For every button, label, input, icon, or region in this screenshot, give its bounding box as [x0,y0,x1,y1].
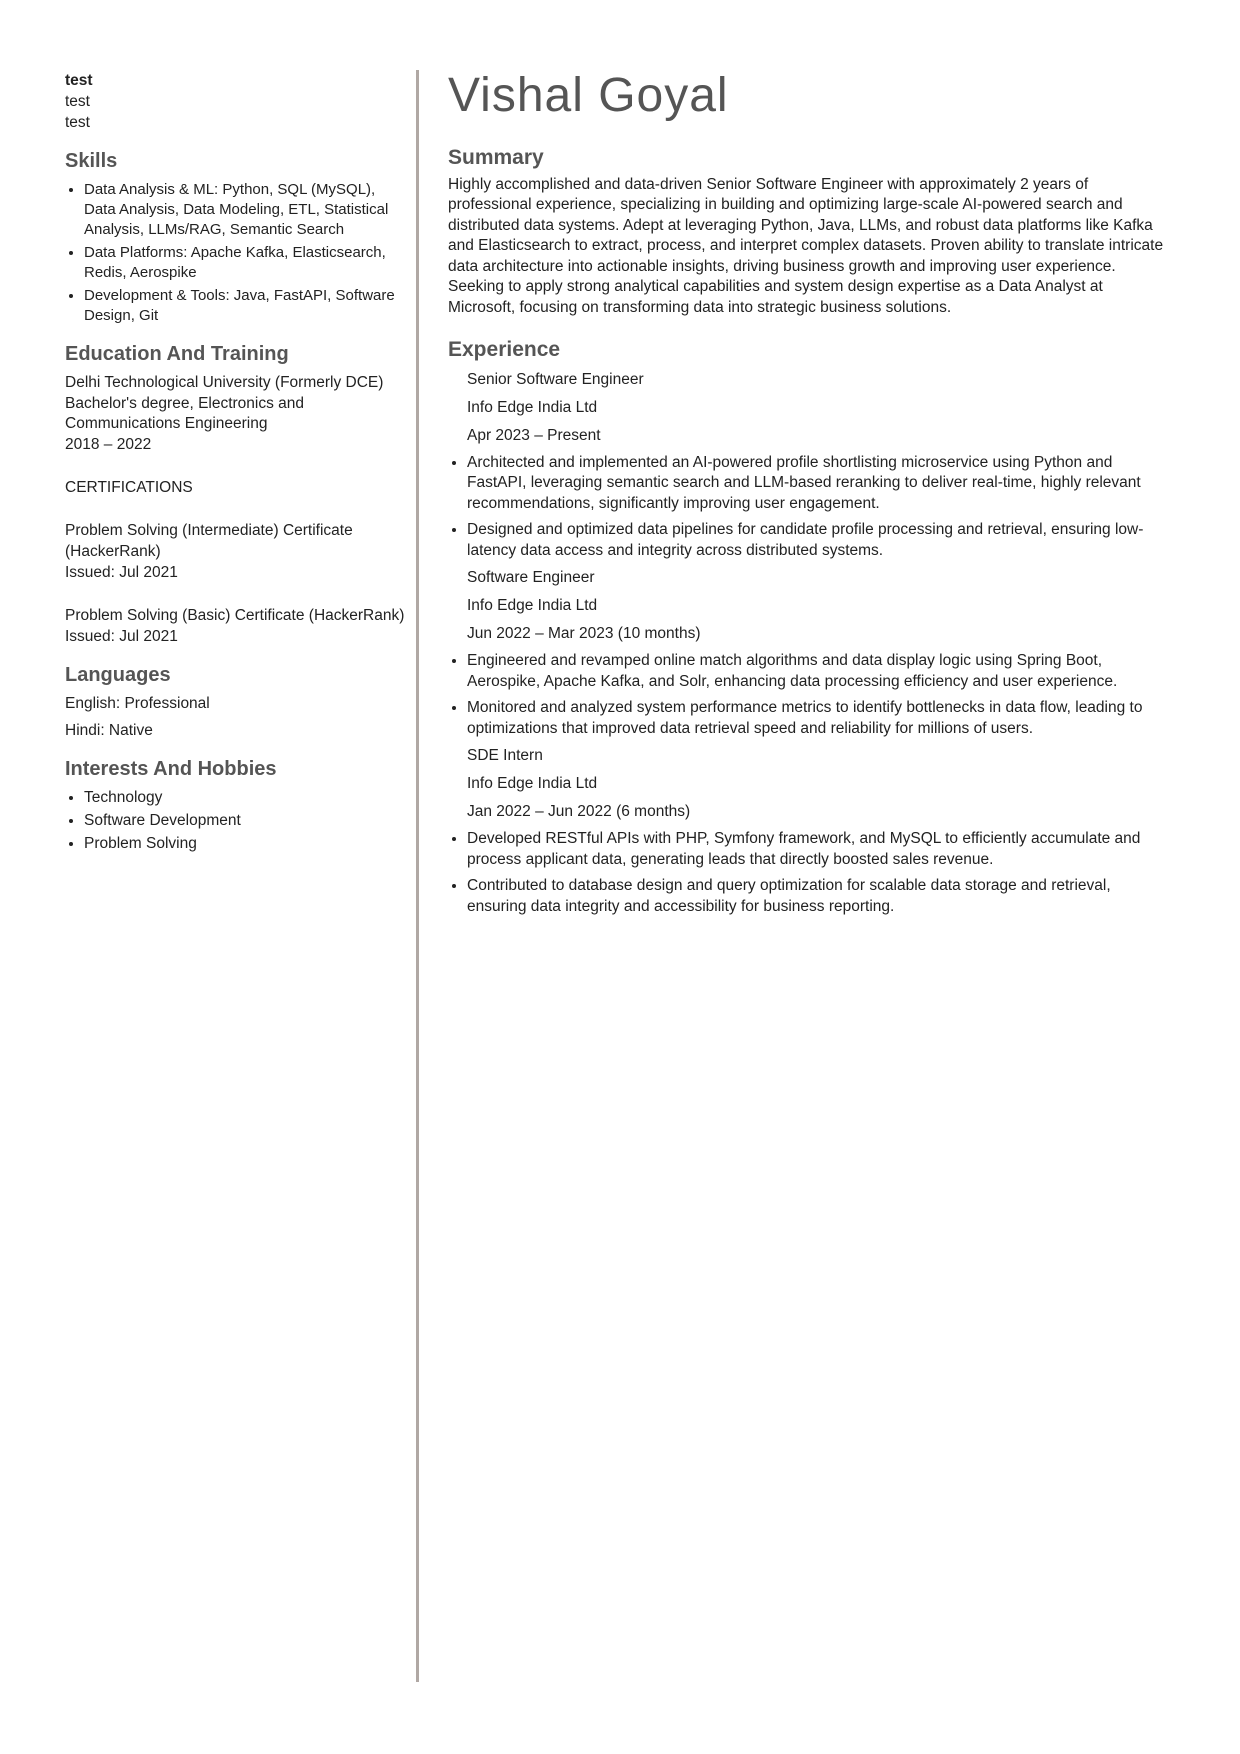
education-years: 2018 – 2022 [65,435,152,453]
hobbies-list [65,788,405,854]
certification-issued: Issued: Jul 2021 [65,564,178,581]
job-bullet: • Monitored and analyzed system performance metrics to identify bottlenecks in data flow, leading to optimizations that improved data retrieval speed and reliability for millions of users. [467,698,1173,739]
column-divider [416,70,419,1682]
job-role: Software Engineer [467,569,595,586]
education-heading: Education And Training [65,343,289,365]
job-bullets [448,453,1173,562]
experience-heading: Experience [448,338,561,361]
hobby-item: • Problem Solving [84,834,405,854]
certification-issued: Issued: Jul 2021 [65,628,178,645]
job-bullet: • Engineered and revamped online match algorithms and data display logic using Spring Boot, Aerospike, Apache Kafka, and Solr, enhancing data processing efficiency and user experience. [467,651,1173,692]
skills-list [65,180,405,326]
job-dates: Apr 2023 – Present [467,426,601,444]
languages-heading: Languages [65,664,171,686]
language-item: Hindi: Native [65,722,153,739]
hobby-item: • Technology [84,788,405,808]
job-bullets [448,829,1173,917]
certification-name: Problem Solving (Basic) Certificate (HackerRank) [65,607,405,624]
skills-heading: Skills [65,150,118,172]
job-bullet: • Designed and optimized data pipelines for candidate profile processing and retrieval, ensuring low-latency data access and integrity across distributed systems. [467,520,1173,561]
skill-item: • Development & Tools: Java, FastAPI, Software Design, Git [84,286,405,326]
hobbies-heading: Interests And Hobbies [65,758,277,780]
summary-text: Highly accomplished and data-driven Senior Software Engineer with approximately 2 years of professional experience, specializing in building and optimizing large-scale AI-powered search and distributed data systems. Adept at leveraging Python, Java, LLMs, and robust data platforms like Kafka and Elasticsearch to extract, process, and interpret complex datasets. Proven ability to translate intricate data architecture into actionable insights, driving business growth and improving user experience. Seeking to apply strong analytical capabilities and system design expertise as a Data Analyst at Microsoft, focusing on transforming data into strategic business solutions. [448,175,1164,316]
contact-block [65,70,405,133]
language-item: English: Professional [65,695,210,712]
job-role: SDE Intern [467,747,543,764]
education-school: Delhi Technological University (Formerly DCE) [65,374,384,391]
job-company: Info Edge India Ltd [467,775,598,792]
education-entry [65,373,405,455]
contact-line-2: test [65,93,90,110]
job-entry [448,369,1173,562]
skill-item: • Data Platforms: Apache Kafka, Elasticsearch, Redis, Aerospike [84,243,405,283]
certification-entry [65,605,405,647]
skill-item: • Data Analysis & ML: Python, SQL (MySQL), Data Analysis, Data Modeling, ETL, Statistical Analysis, LLMs/RAG, Semantic Search [84,180,405,240]
certification-name: Problem Solving (Intermediate) Certificate (HackerRank) [65,522,353,560]
summary-heading: Summary [448,146,544,169]
job-bullets [448,651,1173,739]
job-entry [448,567,1173,739]
hobby-item: • Software Development [84,811,405,831]
job-bullet: • Developed RESTful APIs with PHP, Symfony framework, and MySQL to efficiently accumulate and process applicant data, generating leads that directly boosted sales revenue. [467,829,1173,870]
job-company: Info Edge India Ltd [467,398,598,416]
right-column [448,66,1173,923]
job-bullet: • Contributed to database design and query optimization for scalable data storage and retrieval, ensuring data integrity and accessibility for business reporting. [467,876,1173,917]
left-column [65,70,405,857]
job-dates: Jun 2022 – Mar 2023 (10 months) [467,625,701,642]
education-degree: Bachelor's degree, Electronics and Communications Engineering [65,394,305,432]
job-bullet: • Architected and implemented an AI-powered profile shortlisting microservice using Python and FastAPI, leveraging semantic search and LLM-based reranking to deliver real-time, highly relevant recommendations, significantly improving user engagement. [467,453,1173,515]
job-dates: Jan 2022 – Jun 2022 (6 months) [467,803,691,820]
candidate-name: Vishal Goyal [448,69,729,122]
contact-line-1: test [65,72,93,89]
job-entry [448,745,1173,917]
job-role: Senior Software Engineer [467,370,644,388]
contact-line-3: test [65,114,90,131]
certifications-heading: CERTIFICATIONS [65,479,193,496]
certification-entry [65,520,405,583]
job-company: Info Edge India Ltd [467,597,598,614]
